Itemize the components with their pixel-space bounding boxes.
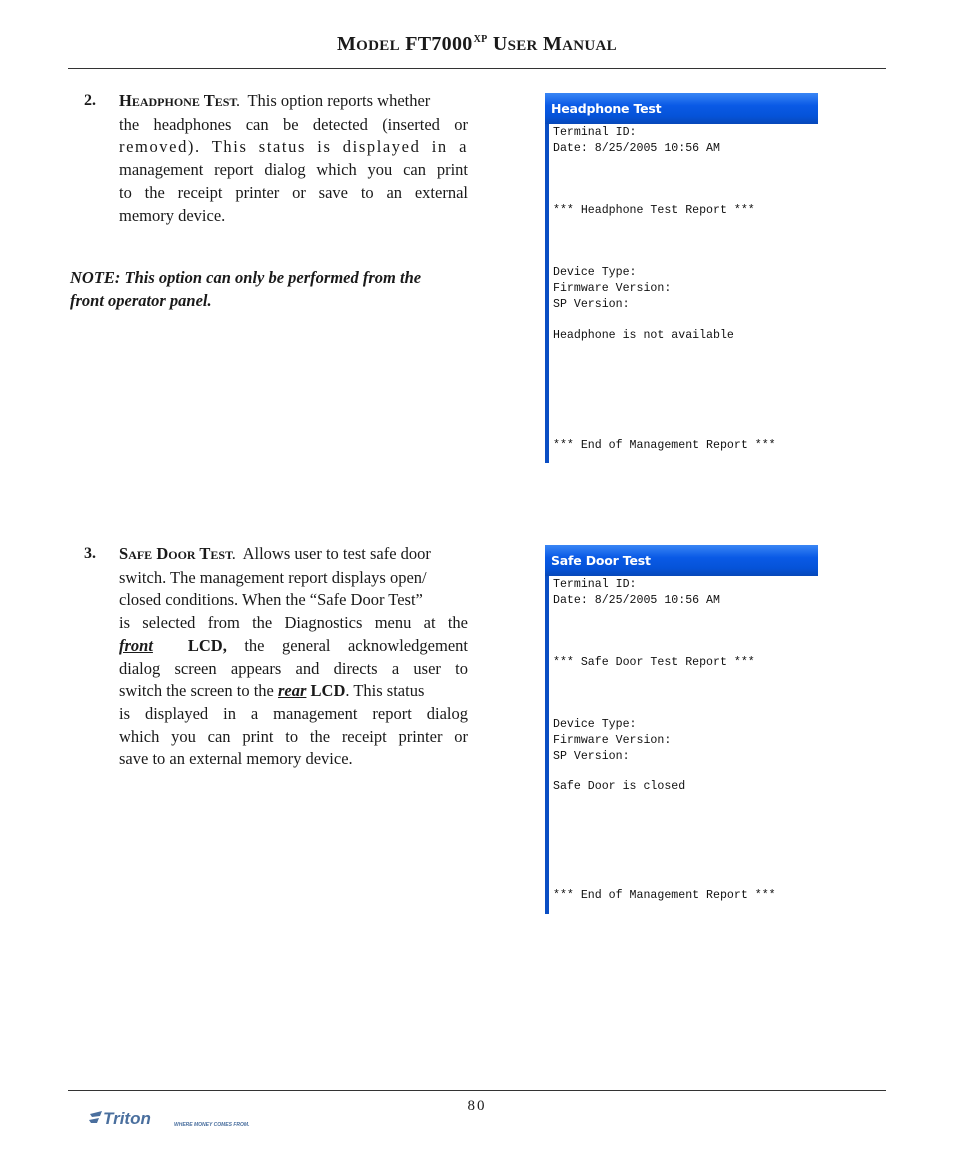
logo-wordmark: Triton	[103, 1109, 151, 1128]
section-2-text: HEADPHONE TEST. This option reports whether the headphones can be detected (inserted or removed). This status is displayed in a management report dialog which you can print to the receipt printer or save to an external memory device.	[119, 91, 468, 225]
headphone-test-dialog	[545, 93, 818, 463]
report-line: Safe Door is closed	[553, 780, 686, 793]
report-line: *** Safe Door Test Report ***	[553, 656, 755, 669]
report-line: Terminal ID:	[553, 578, 637, 591]
report-line: *** End of Management Report ***	[553, 439, 776, 452]
dialog-titlebar[interactable]: Headphone Test	[545, 93, 818, 124]
report-line: Firmware Version:	[553, 282, 672, 295]
page-header-title: MODEL $FT7000^{XP}$ USER MANUAL	[336, 33, 617, 55]
report-line: Date: 8/25/2005 10:56 AM	[553, 142, 720, 155]
front-lcd-emphasis: front	[119, 635, 153, 655]
dialog-titlebar[interactable]: Safe Door Test	[545, 545, 818, 576]
logo-tagline: WHERE MONEY COMES FROM.	[174, 1122, 250, 1128]
section-2-heading: HEADPHONE TEST.	[119, 91, 240, 110]
dialog-report-content	[545, 576, 818, 914]
report-line: Date: 8/25/2005 10:56 AM	[553, 594, 720, 607]
report-line: Terminal ID:	[553, 126, 637, 139]
report-line: SP Version:	[553, 750, 630, 763]
report-line: Firmware Version:	[553, 734, 672, 747]
report-line: Device Type:	[553, 718, 637, 731]
report-line: *** End of Management Report ***	[553, 889, 776, 902]
report-line: Headphone is not available	[553, 329, 734, 342]
section-3-heading: SAFE DOOR TEST.	[119, 544, 236, 563]
page-number: 80	[467, 1098, 487, 1114]
triton-logo	[88, 1108, 253, 1137]
section-3-text: SAFE DOOR TEST. Allows user to test safe door switch. The management report displays open/ closed conditions. When the “Safe Door Test” is selected from the Diagnostics menu at the front LCD, the general acknowledgement dialog screen appears and directs a user to switch the screen to the rear LCD. This status is displayed in a management report dialog which you can print to the receipt printer or save to an external memory device.	[119, 544, 468, 769]
header-divider	[68, 68, 886, 69]
section-2-number: 2.	[84, 92, 96, 109]
rear-lcd-emphasis: rear	[278, 681, 307, 701]
dialog-report-content	[545, 124, 818, 463]
report-line: SP Version:	[553, 298, 630, 311]
section-2-note: NOTE: This option can only be performed from the front operator panel.	[70, 268, 422, 310]
footer-divider	[68, 1090, 886, 1091]
safe-door-test-dialog	[545, 545, 818, 914]
triton-swoosh-icon	[89, 1111, 102, 1123]
section-3-number: 3.	[84, 545, 96, 562]
report-line: *** Headphone Test Report ***	[553, 204, 755, 217]
report-line: Device Type:	[553, 266, 637, 279]
